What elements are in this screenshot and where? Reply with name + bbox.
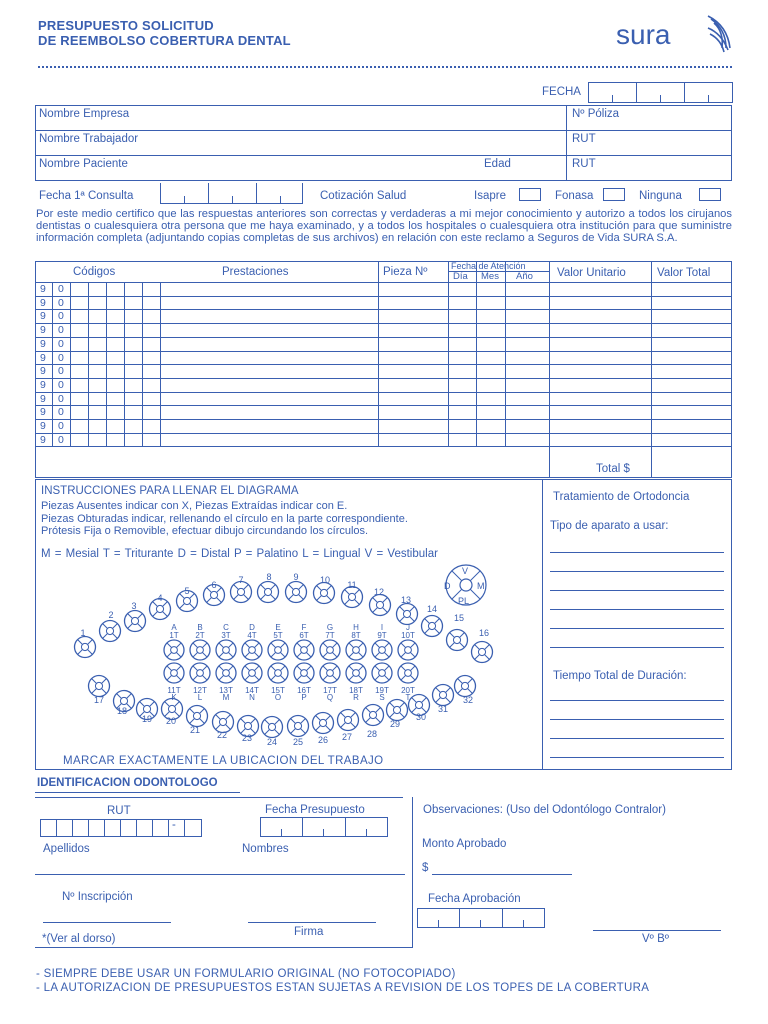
- fecha-consulta-label: Fecha 1ª Consulta: [39, 190, 134, 202]
- baby-tooth-4T[interactable]: [242, 640, 262, 660]
- tooth-3[interactable]: [125, 611, 146, 632]
- baby-code-15T: 15T: [271, 686, 285, 695]
- code-digit: 9: [40, 351, 46, 364]
- code-digit: 0: [58, 392, 64, 405]
- ver-dorso-label: *(Ver al dorso): [42, 933, 116, 945]
- instruction-1: Piezas Ausentes indicar con X, Piezas Extraídas indicar con E.: [41, 500, 348, 512]
- baby-code-9T: 9T: [377, 631, 387, 640]
- code-digit: 9: [40, 365, 46, 378]
- firma-label: Firma: [294, 926, 324, 938]
- baby-letter-A: A: [171, 623, 177, 632]
- ortho-title: Tratamiento de Ortodoncia: [553, 491, 690, 503]
- fecha-label: FECHA: [542, 86, 581, 98]
- tooth-26[interactable]: [313, 713, 334, 734]
- teeth-diagram: [35, 560, 543, 760]
- info-grid: [35, 105, 732, 181]
- baby-letter-B: B: [197, 623, 203, 632]
- baby-letter-C: C: [223, 623, 229, 632]
- header-divider: [38, 66, 732, 68]
- nombres-label: Nombres: [242, 843, 289, 855]
- baby-code-12T: 12T: [193, 686, 207, 695]
- baby-code-3T: 3T: [221, 631, 231, 640]
- tooth-number-22: 22: [216, 730, 228, 740]
- monto-symbol: $: [422, 862, 429, 874]
- tipo-aparato-label: Tipo de aparato a usar:: [550, 520, 669, 532]
- col-mes: Mes: [481, 271, 499, 282]
- rut-input[interactable]: [40, 819, 202, 837]
- inscripcion-label: Nº Inscripción: [62, 891, 133, 903]
- face-v-label: V: [462, 566, 469, 576]
- baby-letter-D: D: [249, 623, 255, 632]
- rut-trabajador-label: RUT: [572, 133, 596, 145]
- tooth-number-6: 6: [211, 580, 217, 590]
- isapre-label: Isapre: [474, 190, 506, 202]
- tooth-27[interactable]: [338, 710, 359, 731]
- table-row[interactable]: [160, 337, 732, 351]
- tooth-32[interactable]: [455, 676, 476, 697]
- instruction-3: Prótesis Fija o Removible, efectuar dibujo circundando los círculos.: [41, 525, 369, 537]
- tooth-number-4: 4: [157, 593, 163, 603]
- tooth-31[interactable]: [433, 685, 454, 706]
- baby-tooth-5T[interactable]: [268, 640, 288, 660]
- baby-letter-R: R: [353, 693, 359, 702]
- baby-tooth-row2-2[interactable]: [216, 663, 236, 683]
- vobo-label: Vº Bº: [642, 933, 669, 945]
- code-digit: 9: [40, 406, 46, 419]
- tooth-number-15: 15: [453, 613, 465, 623]
- instructions-title: INSTRUCCIONES PARA LLENAR EL DIAGRAMA: [41, 485, 299, 497]
- tooth-number-26: 26: [317, 735, 329, 745]
- code-digit: 0: [58, 296, 64, 309]
- code-digit: 0: [58, 283, 64, 295]
- baby-code-11T: 11T: [167, 686, 181, 695]
- baby-letter-S: S: [379, 693, 385, 702]
- tooth-2[interactable]: [100, 621, 121, 642]
- tooth-number-8: 8: [266, 572, 272, 582]
- baby-tooth-8T[interactable]: [346, 640, 366, 660]
- col-pieza: Pieza Nº: [383, 266, 428, 278]
- footer-line2: - LA AUTORIZACION DE PRESUPUESTOS ESTAN SUJETAS A REVISION DE LOS TOPES DE LA COBERTURA: [36, 982, 650, 994]
- tooth-number-23: 23: [241, 733, 253, 743]
- tooth-21[interactable]: [187, 706, 208, 727]
- code-digit: 9: [40, 420, 46, 432]
- rut-paciente-label: RUT: [572, 158, 596, 170]
- baby-tooth-row2-8[interactable]: [372, 663, 392, 683]
- baby-code-18T: 18T: [349, 686, 363, 695]
- baby-tooth-9T[interactable]: [372, 640, 392, 660]
- cotizacion-label: Cotización Salud: [320, 190, 407, 202]
- monto-input[interactable]: [432, 874, 572, 875]
- edad-label: Edad: [484, 158, 511, 170]
- fonasa-checkbox[interactable]: [603, 188, 625, 201]
- wing-icon: [708, 16, 730, 52]
- tooth-13[interactable]: [397, 604, 418, 625]
- tooth-number-18: 18: [116, 706, 128, 716]
- fecha-presupuesto-label: Fecha Presupuesto: [265, 804, 365, 816]
- tooth-number-19: 19: [141, 714, 153, 724]
- rut-dash: -: [172, 819, 176, 831]
- poliza-label: Nº Póliza: [572, 108, 620, 120]
- baby-code-17T: 17T: [323, 686, 337, 695]
- baby-code-2T: 2T: [195, 631, 205, 640]
- face-d-label: D: [444, 581, 451, 591]
- isapre-checkbox[interactable]: [519, 188, 541, 201]
- baby-tooth-7T[interactable]: [320, 640, 340, 660]
- faces-legend: M = Mesial T = Triturante D = Distal P = Palatino L = Lingual V = Vestibular: [41, 548, 438, 560]
- tooth-number-20: 20: [165, 716, 177, 726]
- baby-code-7T: 7T: [325, 631, 335, 640]
- baby-tooth-1T[interactable]: [164, 640, 184, 660]
- face-pl-label: PL: [458, 596, 470, 606]
- baby-code-13T: 13T: [219, 686, 233, 695]
- instruction-2: Piezas Obturadas indicar, rellenando el círculo en la parte correspondiente.: [41, 512, 408, 525]
- baby-letter-J: J: [406, 623, 410, 632]
- tooth-number-14: 14: [426, 604, 438, 614]
- baby-letter-K: K: [171, 693, 177, 702]
- baby-code-8T: 8T: [351, 631, 361, 640]
- col-prestaciones: Prestaciones: [222, 266, 289, 278]
- rut-label: RUT: [107, 805, 131, 817]
- tooth-number-24: 24: [266, 737, 278, 747]
- baby-letter-F: F: [301, 623, 307, 632]
- baby-code-20T: 20T: [401, 686, 415, 695]
- fecha-aprobacion-input[interactable]: [417, 908, 545, 928]
- tooth-15[interactable]: [447, 630, 468, 651]
- tooth-24[interactable]: [262, 717, 283, 738]
- sura-logo-text: sura: [616, 19, 671, 50]
- baby-tooth-row2-5[interactable]: [294, 663, 314, 683]
- tooth-10[interactable]: [314, 583, 335, 604]
- code-digit: 9: [40, 433, 46, 446]
- code-digit: 0: [58, 310, 64, 323]
- tooth-number-21: 21: [189, 725, 201, 735]
- col-valor-unitario: Valor Unitario: [557, 267, 626, 279]
- footer-line1: - SIEMPRE DEBE USAR UN FORMULARIO ORIGINAL (NO FOTOCOPIADO): [36, 968, 456, 980]
- code-digit: 9: [40, 337, 46, 350]
- baby-letter-I: I: [380, 623, 384, 632]
- col-fecha-atencion: Fecha de Atención: [451, 261, 526, 271]
- tiempo-total-label: Tiempo Total de Duración:: [553, 670, 687, 682]
- baby-letter-N: N: [249, 693, 255, 702]
- code-digit: 9: [40, 283, 46, 295]
- baby-tooth-row2-1[interactable]: [190, 663, 210, 683]
- baby-code-14T: 14T: [245, 686, 259, 695]
- baby-letter-O: O: [274, 693, 282, 702]
- form-title-line1: PRESUPUESTO SOLICITUD: [38, 18, 214, 33]
- tooth-number-31: 31: [437, 704, 449, 714]
- monto-aprobado-label: Monto Aprobado: [422, 838, 507, 850]
- nombre-trabajador-label: Nombre Trabajador: [39, 133, 139, 145]
- baby-tooth-row2-9[interactable]: [398, 663, 418, 683]
- tooth-28[interactable]: [363, 705, 384, 726]
- tooth-number-29: 29: [389, 719, 401, 729]
- baby-letter-H: H: [353, 623, 359, 632]
- tooth-number-10: 10: [319, 575, 331, 585]
- ninguna-checkbox[interactable]: [699, 188, 721, 201]
- tooth-17[interactable]: [89, 676, 110, 697]
- code-digit: 9: [40, 296, 46, 309]
- nombre-paciente-label: Nombre Paciente: [39, 158, 128, 170]
- tooth-number-9: 9: [293, 572, 299, 582]
- table-row[interactable]: [160, 378, 732, 392]
- tooth-14[interactable]: [422, 616, 443, 637]
- baby-tooth-3T[interactable]: [216, 640, 236, 660]
- fecha-aprobacion-label: Fecha Aprobación: [428, 893, 521, 905]
- baby-tooth-row2-7[interactable]: [346, 663, 366, 683]
- ninguna-label: Ninguna: [639, 190, 682, 202]
- baby-code-5T: 5T: [273, 631, 283, 640]
- fecha-presupuesto-input[interactable]: [260, 817, 388, 837]
- table-row[interactable]: [160, 364, 732, 378]
- col-dia: Día: [453, 271, 468, 282]
- table-row[interactable]: [160, 419, 732, 433]
- certification-text: Por este medio certifico que las respuestas anteriores son correctas y verdaderas a mi mejor conocimiento y autorizo a todos los cirujanos dentistas o cualesquiera otra persona que me haya examinado, y a todos los hospitales o cualesquiera otra institución para que suministre información completa (adjuntando copias completas de sus archivos) en relación con este reclamo a Seguros de Vida SURA S.A.: [36, 208, 732, 245]
- tooth-number-5: 5: [184, 586, 190, 596]
- baby-code-1T: 1T: [169, 631, 179, 640]
- baby-tooth-row2-4[interactable]: [268, 663, 288, 683]
- baby-letter-G: G: [326, 623, 334, 632]
- code-digit: 0: [58, 433, 64, 446]
- odontologo-title: IDENTIFICACION ODONTOLOGO: [37, 777, 218, 789]
- tooth-number-27: 27: [341, 732, 353, 742]
- face-m-label: M: [477, 581, 485, 591]
- table-row[interactable]: [160, 433, 732, 447]
- baby-tooth-row2-0[interactable]: [164, 663, 184, 683]
- tooth-number-1: 1: [80, 628, 86, 638]
- sura-logo: [616, 14, 736, 54]
- tooth-number-12: 12: [373, 587, 385, 597]
- code-digit: 9: [40, 392, 46, 405]
- baby-tooth-2T[interactable]: [190, 640, 210, 660]
- tooth-number-11: 11: [347, 580, 357, 590]
- tooth-number-25: 25: [292, 737, 304, 747]
- tooth-number-16: 16: [478, 628, 490, 638]
- tooth-number-3: 3: [131, 601, 137, 611]
- tooth-number-7: 7: [238, 575, 244, 585]
- baby-tooth-6T[interactable]: [294, 640, 314, 660]
- code-digit: 0: [58, 406, 64, 419]
- table-row[interactable]: [160, 296, 732, 310]
- tooth-number-13: 13: [400, 595, 412, 605]
- fonasa-label: Fonasa: [555, 190, 594, 202]
- col-codigos: Códigos: [73, 266, 116, 278]
- apellidos-label: Apellidos: [43, 843, 90, 855]
- table-row[interactable]: [160, 282, 732, 296]
- table-row[interactable]: [160, 309, 732, 323]
- code-digit: 0: [58, 378, 64, 391]
- table-row[interactable]: [160, 351, 732, 365]
- instructions-list: [41, 500, 408, 538]
- baby-code-10T: 10T: [401, 631, 415, 640]
- tooth-number-2: 2: [108, 610, 114, 620]
- baby-code-19T: 19T: [375, 686, 389, 695]
- code-digit: 9: [40, 324, 46, 337]
- code-digit: 0: [58, 420, 64, 432]
- baby-letter-E: E: [275, 623, 281, 632]
- code-digit: 0: [58, 337, 64, 350]
- tooth-25[interactable]: [288, 716, 309, 737]
- code-digit: 9: [40, 378, 46, 391]
- col-valor-total: Valor Total: [657, 267, 711, 279]
- face-legend-diagram: [444, 565, 486, 606]
- tooth-29[interactable]: [387, 700, 408, 721]
- baby-tooth-10T[interactable]: [398, 640, 418, 660]
- table-row[interactable]: [160, 392, 732, 406]
- tooth-number-28: 28: [366, 729, 378, 739]
- code-digit: 0: [58, 324, 64, 337]
- form-title-line2: DE REEMBOLSO COBERTURA DENTAL: [38, 33, 291, 48]
- baby-letter-T: T: [405, 693, 411, 702]
- table-row[interactable]: [160, 323, 732, 337]
- mark-text: MARCAR EXACTAMENTE LA UBICACION DEL TRABAJO: [63, 755, 384, 767]
- tooth-1[interactable]: [75, 637, 96, 658]
- tooth-9[interactable]: [286, 582, 307, 603]
- baby-code-4T: 4T: [247, 631, 257, 640]
- baby-tooth-row2-3[interactable]: [242, 663, 262, 683]
- tooth-8[interactable]: [258, 582, 279, 603]
- code-digit: 9: [40, 310, 46, 323]
- form-title: [38, 18, 291, 48]
- baby-tooth-row2-6[interactable]: [320, 663, 340, 683]
- code-digit: 0: [58, 351, 64, 364]
- table-row[interactable]: [160, 405, 732, 419]
- col-ano: Año: [516, 271, 533, 282]
- baby-code-16T: 16T: [297, 686, 311, 695]
- tooth-number-30: 30: [415, 712, 427, 722]
- baby-letter-Q: Q: [326, 693, 334, 702]
- baby-letter-L: L: [197, 693, 203, 702]
- tooth-number-17: 17: [93, 695, 105, 705]
- tooth-16[interactable]: [472, 642, 493, 663]
- tooth-12[interactable]: [370, 595, 391, 616]
- baby-letter-P: P: [301, 693, 307, 702]
- observaciones-label: Observaciones: (Uso del Odontólogo Contralor): [423, 804, 666, 816]
- nombre-empresa-label: Nombre Empresa: [39, 108, 130, 120]
- code-digit: 0: [58, 365, 64, 378]
- baby-code-6T: 6T: [299, 631, 309, 640]
- footer-notes: [36, 967, 649, 995]
- total-label: Total $: [596, 463, 630, 475]
- tooth-number-32: 32: [462, 695, 474, 705]
- baby-letter-M: M: [222, 693, 230, 702]
